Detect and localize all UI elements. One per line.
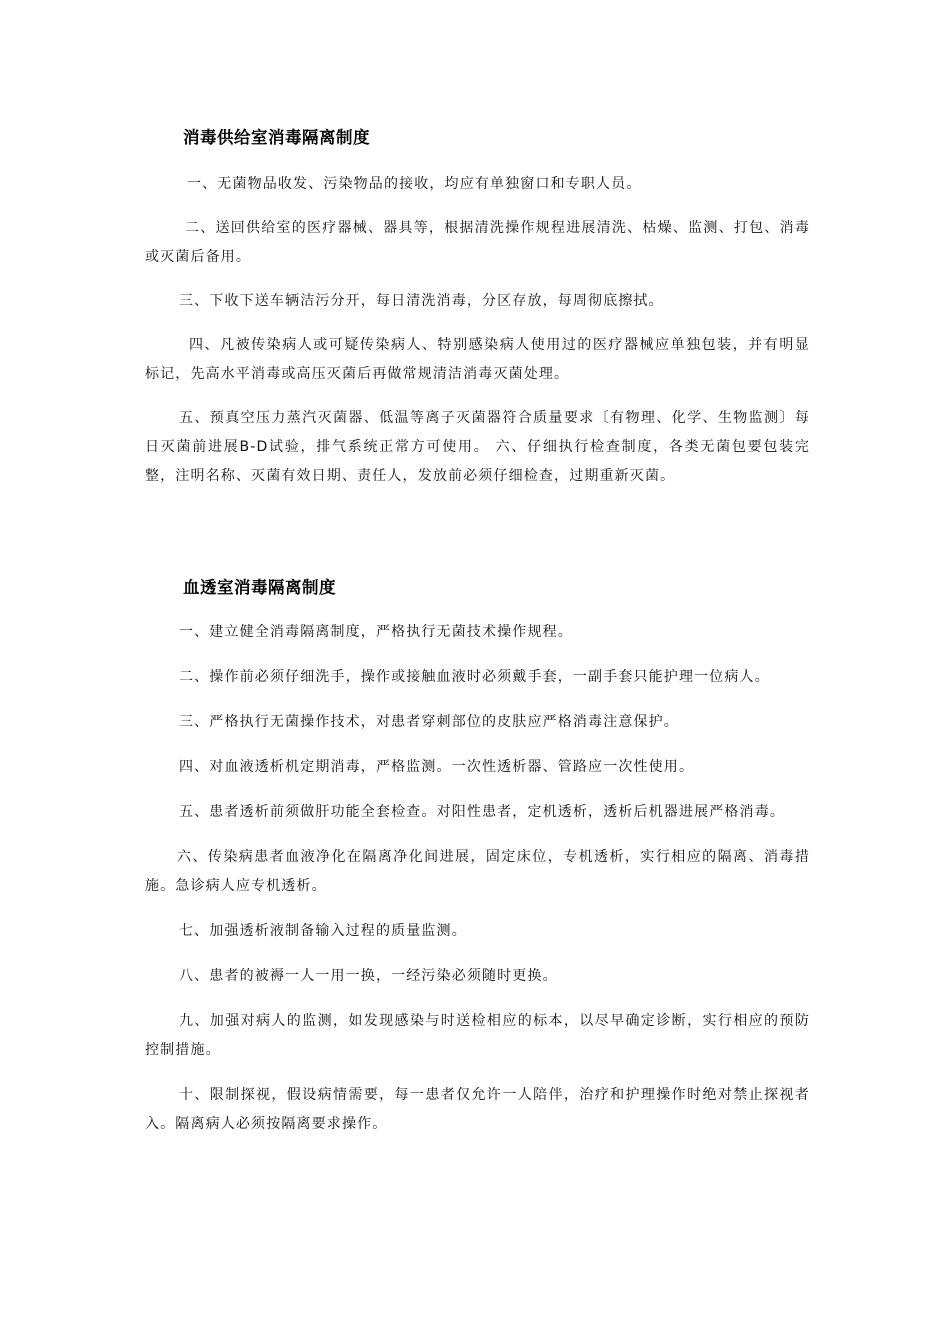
paragraph: 三、严格执行无菌操作技术，对患者穿刺部位的皮肤应严格消毒注意保护。	[179, 714, 679, 730]
section-title: 消毒供给室消毒隔离制度	[183, 128, 370, 147]
paragraph: 五、预真空压力蒸汽灭菌器、低温等离子灭菌器符合质量要求〔有物理、化学、生物监测〕每日灭菌前进展B-D试验，排气系统正常方可使用。 六、仔细执行检查制度，各类无菌包要包装完整，注明名称、灭菌有效日期、责任人，发放前必须仔细检查，过期重新灭菌。	[145, 410, 810, 484]
paragraph: 十、限制探视，假设病情需要，每一患者仅允许一人陪伴，治疗和护理操作时绝对禁止探视者入。隔离病人必须按隔离要求操作。	[145, 1087, 810, 1132]
paragraph: 四、凡被传染病人或可疑传染病人、特别感染病人使用过的医疗器械应单独包装，并有明显标记，先高水平消毒或高压灭菌后再做常规清洁消毒灭菌处理。	[145, 337, 810, 382]
paragraph: 七、加强透析液制备输入过程的质量监测。	[179, 923, 467, 939]
paragraph: 四、对血液透析机定期消毒，严格监测。一次性透析器、管路应一次性使用。	[179, 759, 695, 775]
paragraph: 八、患者的被褥一人一用一换，一经污染必须随时更换。	[179, 968, 558, 984]
paragraph: 二、操作前必须仔细洗手，操作或接触血液时必须戴手套，一副手套只能护理一位病人。	[179, 669, 770, 685]
section-sterilization-supply-room	[145, 126, 810, 506]
paragraph: 六、传染病患者血液净化在隔离净化间进展，固定床位，专机透析，实行相应的隔离、消毒措施。急诊病人应专机透析。	[145, 849, 810, 894]
paragraph: 九、加强对病人的监测，如发现感染与时送检相应的标本，以尽早确定诊断，实行相应的预防控制措施。	[145, 1013, 810, 1058]
paragraph: 五、患者透析前须做肝功能全套检查。对阳性患者，定机透析，透析后机器进展严格消毒。	[179, 804, 785, 820]
paragraph: 一、无菌物品收发、污染物品的接收，均应有单独窗口和专职人员。	[187, 176, 642, 192]
paragraph: 二、送回供给室的医疗器械、器具等，根据清洗操作规程进展清洗、枯燥、监测、打包、消毒或灭菌后备用。	[145, 220, 810, 265]
section-hemodialysis-room	[145, 576, 810, 1155]
paragraph: 一、建立健全消毒隔离制度，严格执行无菌技术操作规程。	[179, 624, 573, 640]
section-title: 血透室消毒隔离制度	[183, 578, 336, 597]
paragraph: 三、下收下送车辆洁污分开，每日清洗消毒，分区存放，每周彻底擦拭。	[179, 293, 664, 309]
